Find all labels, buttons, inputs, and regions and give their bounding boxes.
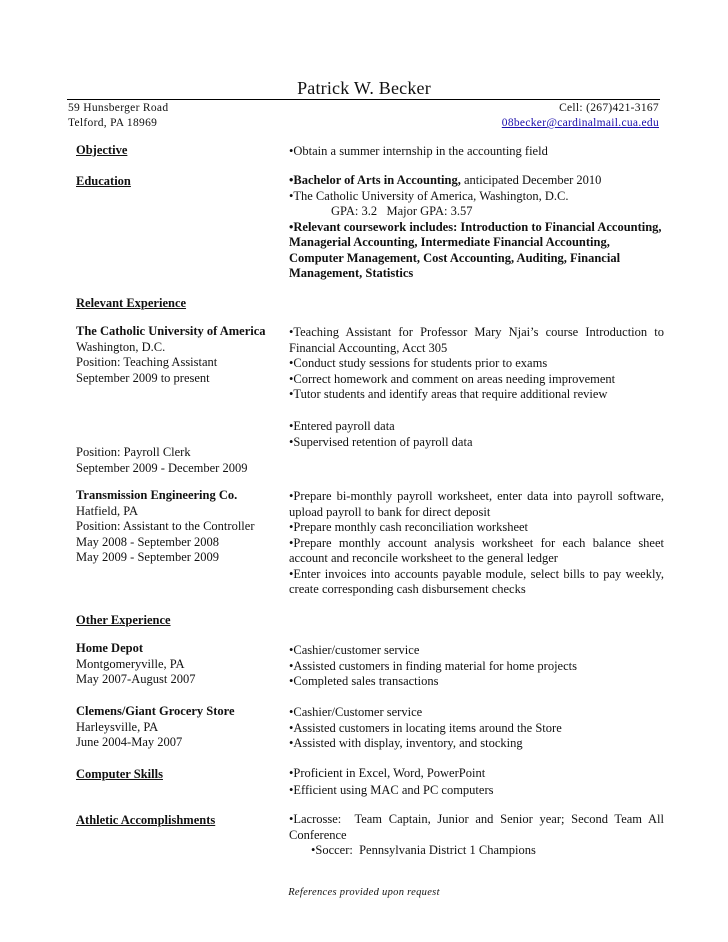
gpa-line: GPA: 3.2 Major GPA: 3.57	[331, 204, 473, 218]
list-item: •Prepare bi-monthly payroll worksheet, enter data into payroll software, upload payroll to bank for direct deposit	[289, 489, 664, 519]
list-item: •Lacrosse: Team Captain, Junior and Senior year; Second Team All Conference	[289, 812, 668, 842]
list-item: •Entered payroll data	[289, 419, 395, 433]
cua-location: Washington, D.C.	[76, 339, 166, 354]
list-item: •Proficient in Excel, Word, PowerPoint	[289, 766, 486, 780]
objective-bullet: •Obtain a summer internship in the accounting field	[289, 144, 548, 158]
degree-line	[289, 173, 664, 189]
cua-dates: September 2009 to present	[76, 370, 210, 385]
header-divider	[67, 99, 660, 100]
home-depot-dates: May 2007-August 2007	[76, 672, 196, 686]
other-experience-heading: Other Experience	[76, 613, 171, 627]
payroll-clerk-block	[76, 445, 281, 476]
list-item: •Completed sales transactions	[289, 674, 439, 688]
computer-skills-heading: Computer Skills	[76, 767, 163, 781]
education-heading: Education	[76, 174, 131, 188]
home-depot-block	[76, 641, 281, 688]
candidate-name: Patrick W. Becker	[297, 78, 431, 98]
list-item: •Assisted customers in locating items around the Store	[289, 720, 562, 735]
objective-heading: Objective	[76, 143, 128, 157]
tec-position: Position: Assistant to the Controller	[76, 519, 255, 533]
clemens-block	[76, 704, 281, 751]
degree-date: anticipated December 2010	[460, 173, 602, 187]
cua-bullets	[289, 325, 664, 403]
home-depot-bullets	[289, 643, 664, 690]
cua-position: Position: Teaching Assistant	[76, 355, 218, 369]
list-item: •Efficient using MAC and PC computers	[289, 782, 494, 797]
list-item: •Conduct study sessions for students prior to exams	[289, 356, 548, 370]
tec-location: Hatfield, PA	[76, 503, 139, 518]
cua-employer: The Catholic University of America	[76, 324, 266, 338]
address-line-1: 59 Hunsberger Road	[68, 102, 169, 114]
clemens-bullets	[289, 705, 664, 752]
objective-body	[289, 144, 664, 160]
email-link[interactable]: 08becker@cardinalmail.cua.edu	[501, 117, 659, 129]
payroll-bullets	[289, 419, 664, 450]
list-item: •Supervised retention of payroll data	[289, 434, 473, 449]
relevant-experience-heading: Relevant Experience	[76, 296, 187, 310]
list-item: •Prepare monthly cash reconciliation worksheet	[289, 520, 529, 534]
education-body	[289, 173, 664, 282]
list-item: •Teaching Assistant for Professor Mary Njai’s course Introduction to Financial Accounting, Acct 305	[289, 325, 664, 355]
home-depot-employer: Home Depot	[76, 641, 143, 655]
list-item: •Tutor students and identify areas that require additional review	[289, 387, 608, 401]
computer-skills-bullets	[289, 766, 664, 798]
athletic-heading: Athletic Accomplishments	[76, 813, 216, 827]
school-line: •The Catholic University of America, Washington, D.C.	[289, 188, 569, 203]
clemens-location: Harleysville, PA	[76, 719, 159, 734]
tec-employer: Transmission Engineering Co.	[76, 488, 238, 502]
payroll-dates: September 2009 - December 2009	[76, 460, 248, 475]
cell-phone: Cell: (267)421-3167	[559, 102, 659, 114]
list-item: •Enter invoices into accounts payable module, select bills to pay weekly, create corresponding cash disbursement checks	[289, 566, 664, 596]
references-note: References provided upon request	[288, 887, 440, 898]
athletic-bullets	[289, 812, 668, 859]
degree-title: •Bachelor of Arts in Accounting,	[289, 173, 461, 187]
cua-employer-block	[76, 324, 281, 386]
home-depot-location: Montgomeryville, PA	[76, 656, 185, 671]
list-item: •Cashier/Customer service	[289, 705, 423, 719]
coursework-line: •Relevant coursework includes: Introduction to Financial Accounting, Managerial Accounting, Intermediate Financial Accounting, Computer Management, Cost Accounting, Auditing, Financial Management, Statistics	[289, 219, 662, 280]
tec-employer-block	[76, 488, 281, 566]
address-line-2: Telford, PA 18969	[68, 117, 158, 129]
tec-dates-1: May 2008 - September 2008	[76, 534, 220, 549]
list-item: •Cashier/customer service	[289, 643, 420, 657]
list-item: •Assisted customers in finding material for home projects	[289, 658, 577, 673]
list-item: •Prepare monthly account analysis worksheet for each balance sheet account and reconcile worksheet to the general ledger	[289, 535, 664, 565]
list-item: •Assisted with display, inventory, and stocking	[289, 736, 523, 750]
clemens-employer: Clemens/Giant Grocery Store	[76, 704, 235, 718]
list-item: •Correct homework and comment on areas needing improvement	[289, 371, 616, 386]
list-item: •Soccer: Pennsylvania District 1 Champions	[311, 843, 536, 857]
clemens-dates: June 2004-May 2007	[76, 735, 183, 749]
tec-bullets	[289, 489, 664, 598]
payroll-position: Position: Payroll Clerk	[76, 445, 191, 459]
tec-dates-2: May 2009 - September 2009	[76, 550, 220, 564]
